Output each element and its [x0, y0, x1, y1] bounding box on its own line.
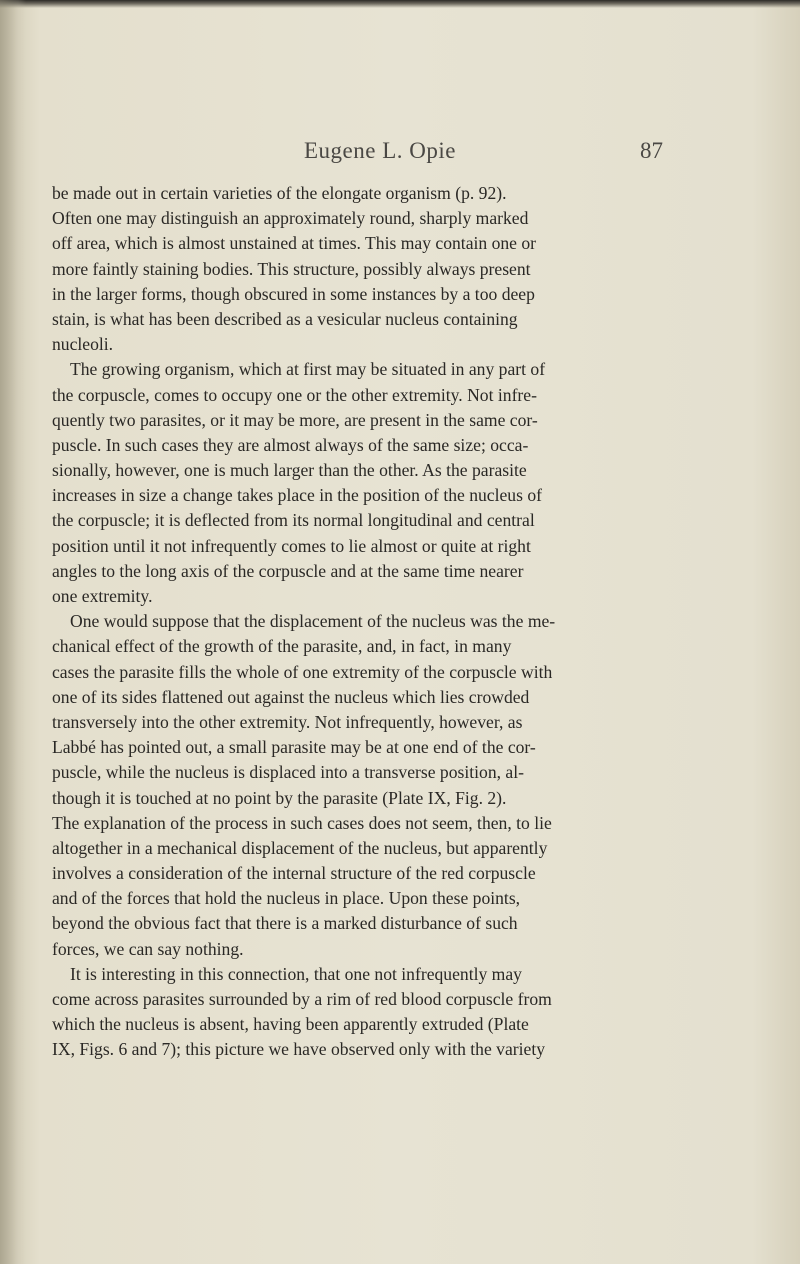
page-top-edge: [0, 0, 800, 8]
text-line: IX, Figs. 6 and 7); this picture we have observed only with the variety: [52, 1039, 546, 1060]
text-line: Often one may distinguish an approximately round, sharply marked: [52, 208, 529, 229]
text-line: beyond the obvious fact that there is a marked disturbance of such: [52, 913, 518, 934]
text-line: forces, we can say nothing.: [52, 938, 244, 959]
text-line: though it is touched at no point by the parasite (Plate IX, Fig. 2).: [52, 787, 507, 808]
text-line: Labbé has pointed out, a small parasite may be at one end of the cor-: [52, 737, 536, 758]
running-head: [0, 138, 800, 168]
text-line: involves a consideration of the internal structure of the red corpuscle: [52, 863, 536, 884]
text-line-paragraph-start: It is interesting in this connection, that one not infrequently may: [70, 963, 522, 984]
text-line: cases the parasite fills the whole of one extremity of the corpuscle with: [52, 661, 553, 682]
text-line: more faintly staining bodies. This structure, possibly always present: [52, 258, 531, 279]
text-line: puscle. In such cases they are almost always of the same size; occa-: [52, 434, 529, 455]
text-line-paragraph-start: One would suppose that the displacement of the nucleus was the me-: [70, 611, 556, 632]
body-text: [52, 181, 712, 1063]
text-line: one extremity.: [52, 586, 153, 606]
text-line: which the nucleus is absent, having been apparently extruded (Plate: [52, 1014, 529, 1035]
text-line: sionally, however, one is much larger than the other. As the parasite: [52, 460, 527, 481]
text-line: the corpuscle; it is deflected from its normal longitudinal and central: [52, 510, 535, 531]
page-gutter-shadow: [0, 0, 26, 1264]
text-line: nucleoli.: [52, 334, 114, 355]
text-line: position until it not infrequently comes to lie almost or quite at right: [52, 535, 531, 556]
running-head-author: Eugene L. Opie: [304, 138, 456, 163]
text-line: one of its sides flattened out against the nucleus which lies crowded: [52, 686, 530, 707]
text-line: in the larger forms, though obscured in some instances by a too deep: [52, 283, 535, 304]
text-line: angles to the long axis of the corpuscle and at the same time nearer: [52, 560, 524, 581]
text-line: increases in size a change takes place in the position of the nucleus of: [52, 485, 543, 506]
text-line: altogether in a mechanical displacement of the nucleus, but apparently: [52, 837, 548, 858]
text-line: The explanation of the process in such cases does not seem, then, to lie: [52, 812, 552, 833]
text-line: come across parasites surrounded by a rim of red blood corpuscle from: [52, 989, 552, 1009]
text-line: transversely into the other extremity. Not infrequently, however, as: [52, 711, 523, 732]
text-line: off area, which is almost unstained at times. This may contain one or: [52, 233, 537, 254]
text-line-paragraph-start: The growing organism, which at first may be situated in any part of: [70, 359, 546, 380]
text-line: stain, is what has been described as a vesicular nucleus containing: [52, 308, 518, 329]
page-number: 87: [640, 138, 663, 163]
text-line: and of the forces that hold the nucleus in place. Upon these points,: [52, 888, 521, 909]
text-line: be made out in certain varieties of the elongate organism (p. 92).: [52, 183, 507, 203]
text-line: puscle, while the nucleus is displaced into a transverse position, al-: [52, 762, 524, 783]
text-line: the corpuscle, comes to occupy one or the other extremity. Not infre-: [52, 384, 537, 405]
text-line: chanical effect of the growth of the parasite, and, in fact, in many: [52, 636, 512, 657]
text-line: quently two parasites, or it may be more, are present in the same cor-: [52, 409, 538, 430]
